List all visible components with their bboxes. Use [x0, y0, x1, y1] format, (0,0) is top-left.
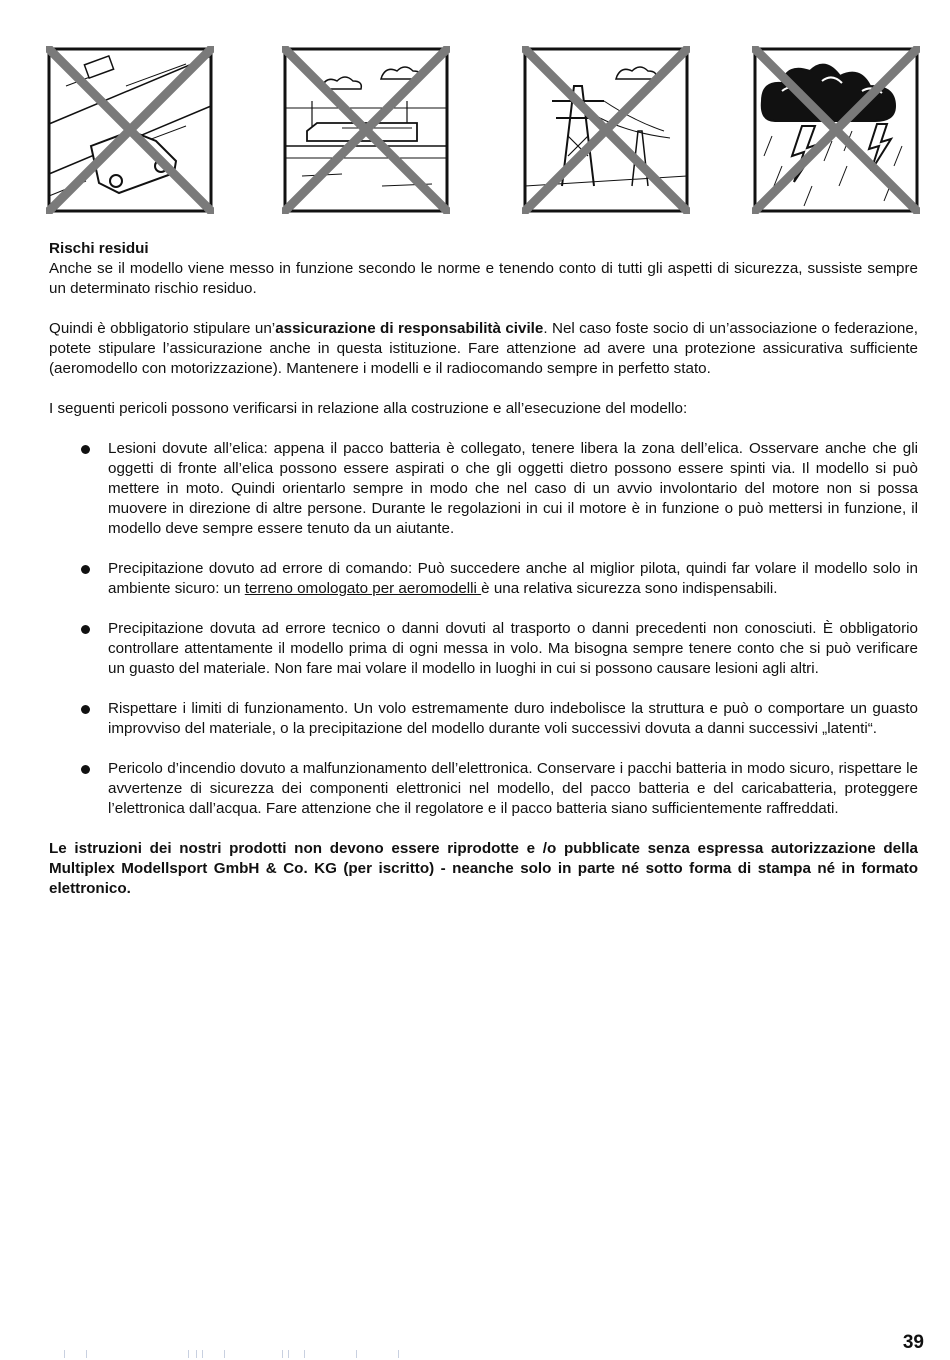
- bullet-dot: [81, 445, 90, 454]
- section-title: Rischi residui: [49, 240, 149, 257]
- bullet-text: Precipitazione dovuta ad errore tecnico o danni dovuti al trasporto o danni precedenti non conosciuti. È obbligatorio controllare attentamente il modello prima di ogni messa in volo. Ma bisogna sempre tenere conto che si può verificare un guasto del materiale. Non fare mai volare il modello in luoghi in cui si possono causare lesioni agli altri.: [108, 620, 918, 677]
- bullet-text: Pericolo d’incendio dovuto a malfunzionamento dell’elettronica. Conservare i pacchi batteria in modo sicuro, rispettare le avvertenze di sicurezza dei componenti elettronici nel modello, del pacco batteria e del caricabatteria, proteggere l’elettronica dall’acqua. Fare attenzione che il regolatore e il pacco batteria siano sufficientemente raffreddati.: [108, 760, 918, 817]
- thunderstorm-icon: [752, 46, 920, 214]
- bullet-text: Lesioni dovute all’elica: appena il pacco batteria è collegato, tenere libera la zona dell’elica. Osservare anche che gli oggetti di fronte all’elica possono essere aspirati o che gli oggetti dietro possono essere spinti via. Il modello si può mettere in moto. Quindi orientarlo sempre in modo che nel caso di un avvio involontario del motore non si possa muovere in direzione di altre persone. Durante le regolazioni in cui il motore è in funzione o può mettersi in funzione, il modello deve sempre essere tenuto da un aiutante.: [108, 440, 918, 537]
- bullet-text-pre: Precipitazione dovuto ad errore di comando: Può succedere anche al miglior pilota, quindi far volare il modello solo in ambiente sicuro: un: [108, 560, 918, 597]
- bullet-fire-hazard: [49, 759, 918, 819]
- bullet-pilot-error: [49, 559, 918, 599]
- footer-marks: [60, 1350, 420, 1358]
- road-traffic-icon: [46, 46, 214, 214]
- bullet-dot: [81, 765, 90, 774]
- bullet-dot: [81, 565, 90, 574]
- bullet-propeller: [49, 439, 918, 539]
- insurance-text-post: . Nel caso foste socio di un’associazione o federazione, potete stipulare l’assicurazione anche in questa istituzione. Fare attenzione ad avere una protezione assicurativa sufficiente (aeromodello con motorizzazione). Mantenere i modelli e il radiocomando sempre in perfetto stato.: [49, 320, 919, 377]
- bullet-dot: [81, 705, 90, 714]
- bullet-technical-error: [49, 619, 918, 679]
- bullet-dot: [81, 625, 90, 634]
- copyright-notice: Le istruzioni dei nostri prodotti non devono essere riprodotte e /o pubblicate senza espressa autorizzazione della Multiplex Modellsport GmbH & Co. KG (per iscritto) - neanche solo in parte né sotto forma di stampa né in formato elettronico.: [49, 840, 918, 897]
- bullet-text-post: è una relativa sicurezza sono indispensabili.: [481, 580, 778, 597]
- page-number: 39: [902, 1332, 924, 1353]
- underlined-text: terreno omologato per aeromodelli: [244, 580, 482, 597]
- insurance-paragraph: [49, 319, 918, 379]
- dangers-intro: I seguenti pericoli possono verificarsi in relazione alla costruzione e all’esecuzione del modello:: [49, 400, 688, 417]
- insurance-text-pre: Quindi è obbligatorio stipulare un’: [49, 320, 276, 337]
- warning-icons-row: [46, 46, 920, 216]
- bullet-operating-limits: [49, 699, 918, 739]
- railway-icon: [282, 46, 450, 214]
- power-line-icon: [522, 46, 690, 214]
- safety-section: [49, 239, 918, 899]
- bullet-text: Rispettare i limiti di funzionamento. Un volo estremamente duro indebolisce la struttura e può o comportare un guasto improvviso del materiale, o la precipitazione del modello durante voli successivi dovuta a danni successivi „latenti“.: [108, 700, 918, 737]
- intro-paragraph: Anche se il modello viene messo in funzione secondo le norme e tenendo conto di tutti gli aspetti di sicurezza, sussiste sempre un determinato rischio residuo.: [49, 260, 918, 297]
- insurance-emphasis: assicurazione di responsabilità civile: [275, 320, 544, 337]
